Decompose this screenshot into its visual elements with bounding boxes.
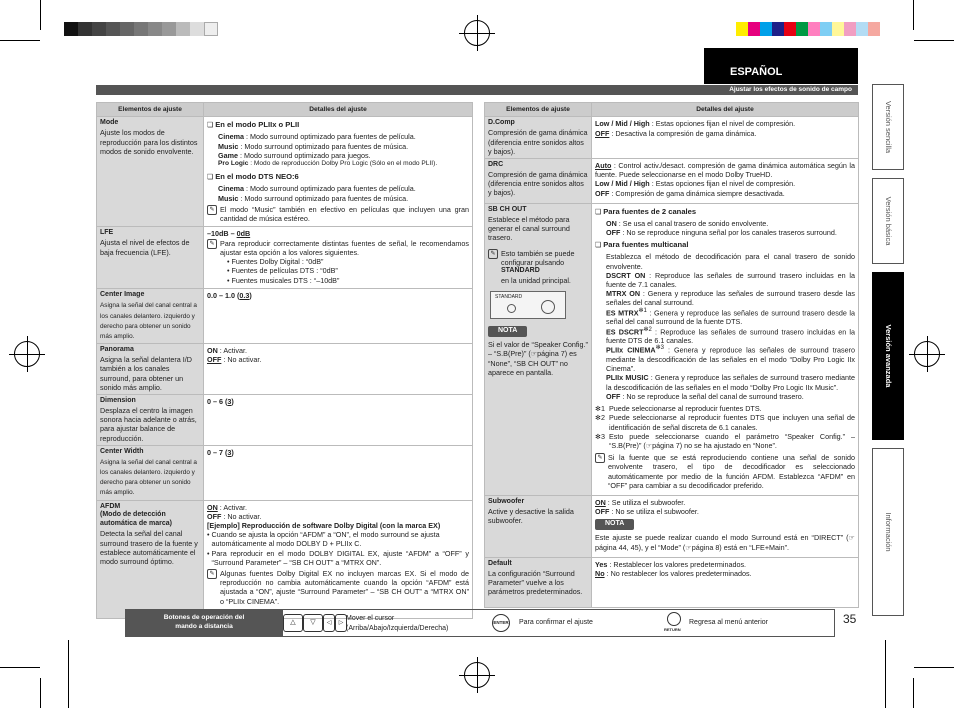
nota-badge: NOTA: [488, 326, 527, 337]
table-row: DRC Compresión de gama dinámica (diferencia entre sonidos altos y bajos). Auto : Control activ./desact. compresión de gama dinámica automática según la fuente. Puede seleccionarse en el modo Dolby TrueHD. Low / Mid / High : Estas opciones fijan el nivel de compresión. OFF : Compresión de gama dinámica siempre desactivada.: [485, 159, 859, 204]
crop-mark: [0, 667, 40, 668]
registration-mark: [464, 662, 490, 688]
note-icon: ✎: [488, 249, 498, 259]
crop-mark: [885, 640, 886, 708]
detail-header: Detalles del ajuste: [204, 103, 473, 117]
table-row: Default La configuración “Surround Parameter” vuelve a los parámetros predeterminados. Yes : Restablecer los valores predeterminados. No : No restablecer los valores predeterminados.: [485, 558, 859, 608]
cursor-up-icon: △: [283, 614, 303, 632]
registration-mark: [14, 341, 40, 367]
page-number: 35: [843, 612, 857, 626]
color-swatch: [796, 22, 808, 36]
gray-swatch: [64, 22, 78, 36]
gray-swatch: [162, 22, 176, 36]
item-header: Elementos de ajuste: [97, 103, 204, 117]
right-settings-table: Elementos de ajuste Detalles del ajuste D.Comp Compresión de gama dinámica (diferencia entre sonidos altos y bajos). Low / Mid / High : Estas opciones fijan el nivel de compresión. OFF : Desactiva la compresión de gama dinámica. DRC Compresión de gama dinámica (diferencia entre sonidos altos y bajos). Auto : Control activ./desact. compresión de gama dinámica automática según la fuente. Puede seleccionarse en el modo Dolby TrueHD. Low / Mid / High : Estas opciones fijan el nivel de compresión. OFF : Compresión de gama dinámica siempre desactivada. SB CH OUT Establece el método para generar el canal surround trasero. ✎ Esto también se puede configurar pulsando STANDARD en la unidad principal. STANDARD NOTA Si el valor de “Speaker Config.” – “S.B(Pre)” (☞página 7) es “None”, “SB CH OUT” no aparece en pantalla. ❏ Para fuentes de 2 canales ON : Se usa el canal trasero de sonido envolvente. OFF : No se reproduce ninguna señal por los canales traseros surround. ❏ Para fuentes multicanal Establezca el método de decodificación para el canal trasero de sonido envolvente. DSCRT ON : Reproduce las señales de surround trasero incluidas en la fuente de 7.1 canales. MTRX ON : Genera y reproduce las señales de surround trasero desde las señales del canal surround. ES $MTRX^{✻1}$ : Genera y reproduce las señales de surround trasero desde la señal del canal surround de la fuente DTS. ES $DSCRT^{✻2}$ : Reproduce las señales de surround trasero incluidas en la fuente DTS de 6.1 canales. PLIIx $CINEMA^{✻3}$ : Genera y reproduce las señales de surround trasero mediante la descodificación de las señales en el modo “Dolby Pro Logic IIx Cinema”. PLIIx MUSIC : Genera y reproduce las señales de surround trasero mediante la descodificación de las señales en el modo “Dolby Pro Logic IIx Music”. OFF : No se reproduce la señal del canal de surround trasero. ✻1 Puede seleccionarse al reproducir fuentes DTS. ✻2 Puede seleccionarse al reproducir fuentes DTS que incluyen una señal de identificación de señal discreta de 6.1 canales. ✻3 Esto puede seleccionarse cuando el parámetro “Speaker Config.” – “S.B(Pre)” (☞página 7) no se ha ajustado en “None”. ✎ Si la fuente que se está reproduciendo contiene una señal de sonido envolvente trasero, el tipo de decodificador es seleccionado automáticamente por medio de la función AFDM. Establezca “AFDM” en “OFF” para cambiar a su decodificador preferido. Subwoofer Active y desactive la salida subwoofer. ON : Se utiliza el subwoofer. OFF : No se utiliza el subwoofer. NOTA Este ajuste se puede realizar cuando el modo Surround está en “DIRECT” (☞página 44, 45), y el “Mode” (☞página 8) está en “LFE+Main”. Default La configuración “Surround Parameter” vuelve a los parámetros predeterminados. Yes : Restablecer los valores predeterminados. No : No restablecer los valores predeterminados.: [484, 102, 859, 608]
table-row: AFDM (Modo de detección automática de marca) Detecta la señal del canal surround trasero de la fuente y establece automáticamente el modo surround óptimo. ON : Activar. OFF : No activar. [Ejemplo] Reproducción de software Dolby Digital (con la marca EX) • Cuando se ajusta la opción “AFDM” a “ON”, el modo surround se ajusta automáticamente al modo DOLBY D + PLIIx C. • Para reproducir en el modo DOLBY DIGITAL EX, ajuste “AFDM” a “OFF” y “Surround Parameter” – “SB CH OUT” a “MTRX ON”. ✎ Algunas fuentes Dolby Digital EX no incluyen marcas EX. Si el modo de reproducción no cambia automáticamente cuando la opción “AFDM” está ajustada a “ON”, ajuste “Surround Parameter” – “SB CH OUT” a “MTRX ON” o “PLIIx CINEMA”.: [97, 500, 473, 618]
gray-swatch: [190, 22, 204, 36]
remote-buttons-bar: △ ▽ ◁ ▷ Mover el cursor (Arriba/Abajo/Izquierda/Derecha) ENTER Para confirmar el ajuste RETURN Regresa al menú anterior: [283, 609, 835, 637]
color-swatch: [820, 22, 832, 36]
note-icon: ✎: [595, 453, 605, 463]
section-title: Ajustar los efectos de sonido de campo: [96, 85, 858, 95]
note-icon: ✎: [207, 239, 217, 249]
crop-mark: [913, 678, 914, 708]
gray-swatch: [134, 22, 148, 36]
subsection-title: ❏ En el modo PLIIx o PLII: [207, 120, 469, 131]
color-swatch: [856, 22, 868, 36]
table-row: Mode Ajuste los modos de reproducción para los distintos modos de sonido envolvente. ❏ En el modo PLIIx o PLII Cinema : Modo surround optimizado para fuentes de película. Music : Modo surround optimizado para fuentes de música. Game : Modo surround optimizado para juegos. Pro Logic : Modo de reproducción Dolby Pro Logic (Sólo en el modo PLII). ❏ En el modo DTS NEO:6 Cinema : Modo surround optimizado para fuentes de película. Music : Modo surround optimizado para fuentes de música. ✎ El modo “Music” también en efectivo en películas que incluyen una gran cantidad de música estéreo.: [97, 117, 473, 227]
left-settings-table: [96, 102, 473, 619]
language-tab: ESPAÑOL: [704, 48, 858, 84]
table-row: LFE Ajusta el nivel de efectos de baja frecuencia (LFE). –10dB – 0dB ✎ Para reproducir correctamente distintas fuentes de señal, le recomendamos ajustar esta opción a los valores siguientes. • Fuentes Dolby Digital : “0dB” • Fuentes de películas DTS : “0dB” • Fuentes musicales DTS : “–10dB”: [97, 227, 473, 289]
subsection-title: ❏ En el modo DTS NEO:6: [207, 172, 469, 183]
side-tab-version-sencilla[interactable]: Versión sencilla: [872, 84, 904, 170]
gray-swatch: [148, 22, 162, 36]
gray-swatch: [176, 22, 190, 36]
side-tab-version-basica[interactable]: Versión básica: [872, 178, 904, 264]
table-row: SB CH OUT Establece el método para generar el canal surround trasero. ✎ Esto también se puede configurar pulsando STANDARD en la unidad principal. STANDARD NOTA Si el valor de “Speaker Config.” – “S.B(Pre)” (☞página 7) es “None”, “SB CH OUT” no aparece en pantalla. ❏ Para fuentes de 2 canales ON : Se usa el canal trasero de sonido envolvente. OFF : No se reproduce ninguna señal por los canales traseros surround. ❏ Para fuentes multicanal Establezca el método de decodificación para el canal trasero de sonido envolvente. DSCRT ON : Reproduce las señales de surround trasero incluidas en la fuente de 7.1 canales. MTRX ON : Genera y reproduce las señales de surround trasero desde las señales del canal surround. ES $MTRX^{✻1}$ : Genera y reproduce las señales de surround trasero desde la señal del canal surround de la fuente DTS. ES $DSCRT^{✻2}$ : Reproduce las señales de surround trasero incluidas en la fuente DTS de 6.1 canales. PLIIx $CINEMA^{✻3}$ : Genera y reproduce las señales de surround trasero mediante la descodificación de las señales en el modo “Dolby Pro Logic IIx Cinema”. PLIIx MUSIC : Genera y reproduce las señales de surround trasero mediante la descodificación de las señales en el modo “Dolby Pro Logic IIx Music”. OFF : No se reproduce la señal del canal de surround trasero. ✻1 Puede seleccionarse al reproducir fuentes DTS. ✻2 Puede seleccionarse al reproducir fuentes DTS que incluyen una señal de identificación de señal discreta de 6.1 canales. ✻3 Esto puede seleccionarse cuando el parámetro “Speaker Config.” – “S.B(Pre)” (☞página 7) no se ha ajustado en “None”. ✎ Si la fuente que se está reproduciendo contiene una señal de sonido envolvente trasero, el tipo de decodificador es seleccionado automáticamente por medio de la función AFDM. Establezca “AFDM” en “OFF” para cambiar a su decodificador preferido.: [485, 204, 859, 496]
nota-badge: NOTA: [595, 519, 634, 530]
crop-mark: [68, 640, 69, 708]
color-swatch: [808, 22, 820, 36]
enter-button-icon: ENTER: [492, 614, 510, 632]
color-swatch: [736, 22, 748, 36]
cursor-left-icon: ◁: [323, 614, 335, 632]
color-swatch: [868, 22, 880, 36]
return-button-icon: [667, 612, 681, 626]
table-row: Panorama Asigna la señal delantera I/D también a los canales surround, para obtener un sonido más amplio. ON : Activar. OFF : No activar.: [97, 344, 473, 395]
color-swatch: [844, 22, 856, 36]
color-swatch: [760, 22, 772, 36]
crop-mark: [914, 40, 954, 41]
gray-swatch: [106, 22, 120, 36]
cursor-down-icon: ▽: [303, 614, 323, 632]
side-tab-informacion[interactable]: Información: [872, 448, 904, 616]
gray-swatch: [204, 22, 218, 36]
color-swatch: [784, 22, 796, 36]
table-row: Center Width Asigna la señal del canal central a los canales delantero. izquierdo y derecho para obtener un sonido más amplio. 0 – 7 (3): [97, 445, 473, 500]
note-icon: ✎: [207, 205, 217, 215]
color-swatch: [748, 22, 760, 36]
crop-mark: [914, 667, 954, 668]
color-swatch: [772, 22, 784, 36]
side-tab-version-avanzada[interactable]: Versión avanzada: [872, 272, 904, 440]
crop-mark: [0, 40, 40, 41]
table-row: Dimension Desplaza el centro la imagen sonora hacia adelante o atrás, para ajustar balance de reproducción. 0 – 6 (3): [97, 394, 473, 445]
standard-button-illustration: STANDARD: [490, 291, 566, 319]
table-row: D.Comp Compresión de gama dinámica (diferencia entre sonidos altos y bajos). Low / Mid / High : Estas opciones fijan el nivel de compresión. OFF : Desactiva la compresión de gama dinámica.: [485, 117, 859, 159]
color-swatch: [832, 22, 844, 36]
remote-buttons-label: Botones de operación del mando a distancia: [125, 609, 283, 637]
gray-swatch: [78, 22, 92, 36]
registration-mark: [464, 20, 490, 46]
note-text: El modo “Music” también en efectivo en películas que incluyen una gran cantidad de música estéreo.: [220, 204, 469, 224]
crop-mark: [40, 678, 41, 708]
cursor-right-icon: ▷: [335, 614, 347, 632]
gray-swatch: [120, 22, 134, 36]
crop-mark: [40, 0, 41, 30]
crop-mark: [913, 0, 914, 30]
item-desc: Ajuste los modos de reproducción para los distintos modos de sonido envolvente.: [100, 128, 198, 156]
table-row: Center Image Asigna la señal del canal central a los canales delantero. izquierdo y derecho para obtener un sonido más amplio. 0.0 – 1.0 (0.3): [97, 289, 473, 344]
table-row: Subwoofer Active y desactive la salida subwoofer. ON : Se utiliza el subwoofer. OFF : No se utiliza el subwoofer. NOTA Este ajuste se puede realizar cuando el modo Surround está en “DIRECT” (☞página 44, 45), y el “Mode” (☞página 8) está en “LFE+Main”.: [485, 496, 859, 558]
note-icon: ✎: [207, 569, 217, 579]
item-name: Mode: [100, 119, 119, 127]
registration-mark: [914, 341, 940, 367]
gray-swatch: [92, 22, 106, 36]
